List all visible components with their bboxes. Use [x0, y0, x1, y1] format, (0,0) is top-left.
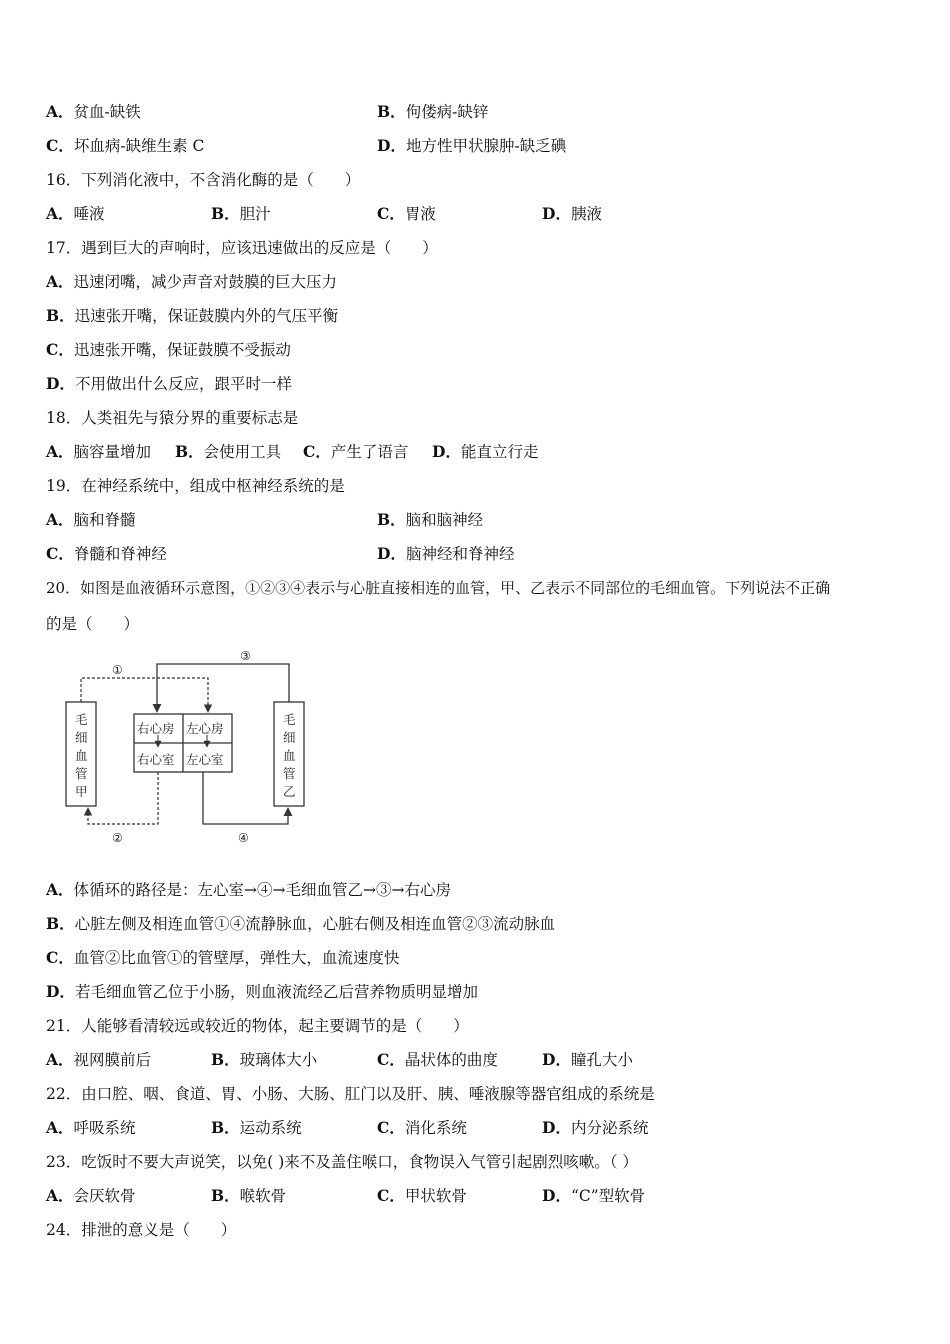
q17-option-b: B．迅速张开嘴，保证鼓膜内外的气压平衡: [46, 306, 339, 325]
q23-option-b: B．喉软骨: [211, 1186, 287, 1205]
svg-text:血: 血: [75, 748, 88, 763]
svg-text:乙: 乙: [283, 784, 296, 799]
svg-text:毛: 毛: [75, 712, 88, 727]
svg-text:管: 管: [283, 766, 296, 781]
q20-option-d: D．若毛细血管乙位于小肠，则血液流经乙后营养物质明显增加: [46, 982, 478, 1001]
vessel-3-path: [157, 664, 289, 712]
q17-option-c: C．迅速张开嘴，保证鼓膜不受振动: [46, 340, 291, 359]
q17-option-d: D．不用做出什么反应，跟平时一样: [46, 374, 292, 393]
q20-option-a: A．体循环的路径是：左心室→④→毛细血管乙→③→右心房: [46, 880, 451, 899]
right-atrium-label: 右心房: [137, 721, 175, 736]
svg-text:细: 细: [75, 730, 88, 745]
label-2: ②: [112, 831, 123, 845]
right-ventricle-label: 右心室: [137, 752, 175, 767]
svg-text:毛: 毛: [283, 712, 296, 727]
q19-option-c: C．脊髓和脊神经: [46, 544, 167, 563]
q17-stem: 17．遇到巨大的声响时，应该迅速做出的反应是（ ）: [46, 239, 438, 257]
q16-stem: 16．下列消化液中，不含消化酶的是（ ）: [46, 171, 361, 189]
q23-stem: 23．吃饭时不要大声说笑，以免( )来不及盖住喉口，食物误入气管引起剧烈咳嗽。（ ）: [46, 1153, 638, 1171]
q20-stem-line1: 20．如图是血液循环示意图，①②③④表示与心脏直接相连的血管，甲、乙表示不同部位的毛细血管。下列说法不正确: [46, 579, 831, 597]
q21-stem: 21．人能够看清较远或较近的物体，起主要调节的是（ ）: [46, 1017, 469, 1035]
svg-text:血: 血: [283, 748, 296, 763]
q16-option-d: D．胰液: [542, 204, 602, 223]
label-3: ③: [240, 649, 251, 663]
q22-option-b: B．运动系统: [211, 1118, 302, 1137]
q19-option-a: A．脑和脊髓: [46, 510, 136, 529]
q18-option-a: A．脑容量增加: [46, 442, 152, 461]
q19-option-d: D．脑神经和脊神经: [377, 544, 515, 563]
q23-option-a: A．会厌软骨: [46, 1186, 136, 1205]
q16-option-c: C．胃液: [377, 204, 436, 223]
q21-option-d: D．瞳孔大小: [542, 1050, 633, 1069]
q23-option-c: C．甲状软骨: [377, 1186, 467, 1205]
capillary-jia-text: [75, 712, 88, 799]
q21-option-b: B．玻璃体大小: [211, 1050, 318, 1069]
q19-option-b: B．脑和脑神经: [377, 510, 484, 529]
q22-stem: 22．由口腔、咽、食道、胃、小肠、大肠、肛门以及肝、胰、唾液腺等器官组成的系统是: [46, 1085, 655, 1103]
q24-stem: 24．排泄的意义是（ ）: [46, 1221, 237, 1239]
q16-option-b: B．胆汁: [211, 204, 271, 223]
label-1: ①: [112, 663, 123, 677]
q15-option-b: B．佝偻病-缺锌: [377, 102, 489, 121]
vessel-1-path: [81, 678, 208, 712]
q15-option-d: D．地方性甲状腺肿-缺乏碘: [377, 136, 567, 155]
q22-option-a: A．呼吸系统: [46, 1118, 136, 1137]
circulation-svg: [60, 648, 320, 848]
q20-option-b: B．心脏左侧及相连血管①④流静脉血，心脏右侧及相连血管②③流动脉血: [46, 914, 556, 933]
q22-option-c: C．消化系统: [377, 1118, 467, 1137]
q22-option-d: D．内分泌系统: [542, 1118, 649, 1137]
q21-option-a: A．视网膜前后: [46, 1050, 152, 1069]
q18-option-b: B．会使用工具: [175, 442, 282, 461]
q15-option-c: C．坏血病-缺维生素 C: [46, 136, 205, 155]
q20-stem-line2: 的是（ ）: [46, 615, 140, 633]
q16-option-a: A．唾液: [46, 204, 105, 223]
q18-stem: 18．人类祖先与猿分界的重要标志是: [46, 409, 299, 427]
q23-option-d: D．“C”型软骨: [542, 1186, 646, 1205]
q17-option-a: A．迅速闭嘴，减少声音对鼓膜的巨大压力: [46, 272, 338, 291]
vessel-2-path: [88, 772, 158, 824]
svg-text:细: 细: [283, 730, 296, 745]
left-atrium-label: 左心房: [186, 721, 224, 736]
q21-option-c: C．晶状体的曲度: [377, 1050, 498, 1069]
q18-option-c: C．产生了语言: [303, 442, 409, 461]
q18-option-d: D．能直立行走: [432, 442, 539, 461]
q20-option-c: C．血管②比血管①的管壁厚，弹性大，血流速度快: [46, 948, 400, 967]
blood-circulation-diagram: [60, 648, 320, 848]
capillary-yi-text: [283, 712, 296, 799]
label-4: ④: [238, 831, 249, 845]
left-ventricle-label: 左心室: [186, 752, 224, 767]
q15-option-a: A．贫血-缺铁: [46, 102, 141, 121]
svg-text:甲: 甲: [75, 784, 88, 799]
svg-text:管: 管: [75, 766, 88, 781]
q19-stem: 19．在神经系统中，组成中枢神经系统的是: [46, 477, 345, 495]
